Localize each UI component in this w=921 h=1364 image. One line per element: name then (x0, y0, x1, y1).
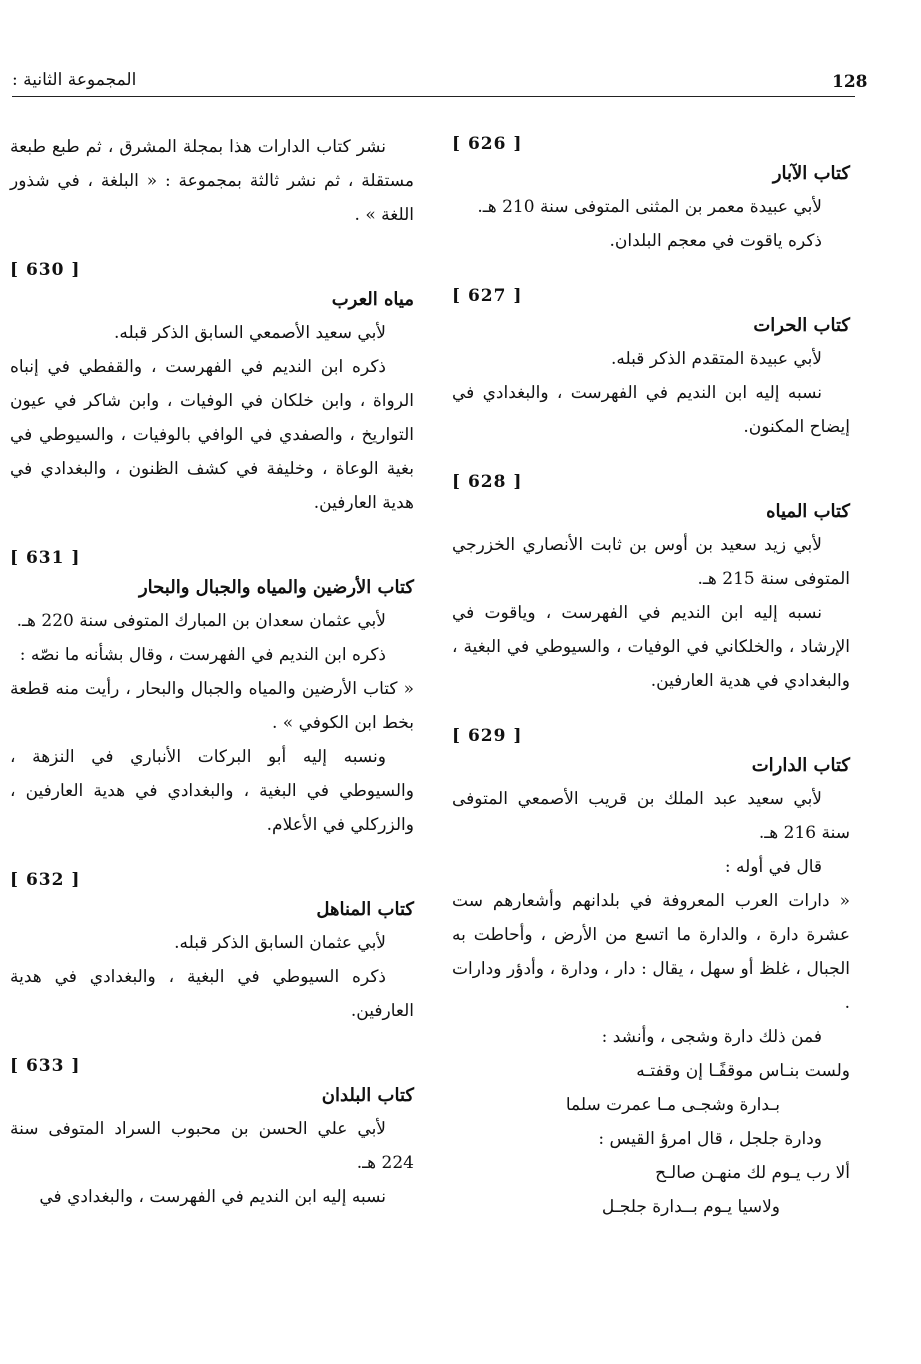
left-column (10, 130, 414, 1214)
entry-629 (452, 722, 850, 1224)
entry-paragraph: لأبي علي الحسن بن محبوب السراد المتوفى سنة 224 هـ. (10, 1119, 414, 1173)
entry-number: [ 632 ] (10, 870, 81, 890)
entry-paragraph: نسبه إليه ابن النديم في الفهرست ، والبغدادي في إيضاح المكنون. (452, 383, 850, 437)
verse-line: ولاسيا يـوم بــدارة جلجـل (601, 1197, 780, 1217)
entry-title: كتاب الدارات (751, 755, 850, 776)
entry-paragraph: لأبي عثمان السابق الذكر قبله. (174, 933, 386, 953)
entry-paragraph: لأبي زيد سعيد بن أوس بن ثابت الأنصاري الخزرجي المتوفى سنة 215 هـ. (452, 535, 850, 589)
entry-title: كتاب الأرضين والمياه والجبال والبحار (138, 577, 414, 598)
right-column (452, 130, 850, 1224)
page-number: 128 (832, 72, 868, 92)
verse-line: ألا رب يـوم لك منهـن صالـح (655, 1163, 850, 1183)
page-header (12, 62, 868, 97)
entry-paragraph: ودارة جلجل ، قال امرؤ القيس : (598, 1129, 822, 1149)
continuation-paragraph: نشر كتاب الدارات هذا بمجلة المشرق ، ثم طبع طبعة مستقلة ، ثم نشر ثالثة بمجموعة : « البلغة ، في شذور اللغة » . (10, 137, 414, 225)
entry-paragraph: نسبه إليه ابن النديم في الفهرست ، والبغدادي في (39, 1187, 386, 1207)
entry-number: [ 631 ] (10, 548, 81, 568)
quote-paragraph: « دارات العرب المعروفة في بلدانهم وأشعارهم ست عشرة دارة ، والدارة ما اتسع من الأرض ، وأحاطت به الجبال ، غلظ أو سهل ، يقال : دار ، ودارة ، وأدؤر ودارات . (452, 891, 850, 1013)
entry-paragraph: لأبي سعيد الأصمعي السابق الذكر قبله. (113, 323, 386, 343)
entry-title: كتاب المياه (766, 501, 850, 522)
entry-paragraph: لأبي عبيدة معمر بن المثنى المتوفى سنة 210 هـ. (477, 197, 822, 217)
entry-626 (452, 130, 850, 258)
entry-paragraph: ذكره ابن النديم في الفهرست ، والقفطي في إنباه الرواة ، وابن خلكان في الوفيات ، وابن شاكر في عيون التواريخ ، والصفدي في الوافي بالوفيات ، والسيوطي في بغية الوعاة ، وخليفة في كشف الظنون ، والبغدادي في هدية العارفين. (10, 357, 414, 513)
entry-630 (10, 256, 414, 520)
entry-paragraph: نسبه إليه ابن النديم في الفهرست ، وياقوت في الإرشاد ، والخلكاني في الوفيات ، والسيوطي في البغية ، والبغدادي في هدية العارفين. (452, 603, 850, 691)
entry-627 (452, 282, 850, 444)
entry-paragraph: ونسبه إليه أبو البركات الأنباري في النزهة ، والسيوطي في البغية ، والبغدادي في هدية العارفين ، والزركلي في الأعلام. (10, 747, 414, 835)
entry-title: كتاب الحرات (753, 315, 850, 336)
entry-number: [ 627 ] (452, 286, 523, 306)
entry-title: كتاب المناهل (316, 899, 414, 920)
entry-number: [ 630 ] (10, 260, 81, 280)
entry-paragraph: قال في أوله : (724, 857, 822, 877)
entry-paragraph: ذكره ياقوت في معجم البلدان. (609, 231, 822, 251)
verse-line: بـدارة وشجـى مـا عمرت سلما (565, 1095, 780, 1115)
entry-paragraph: ذكره السيوطي في البغية ، والبغدادي في هدية العارفين. (10, 967, 414, 1021)
entry-number: [ 626 ] (452, 134, 523, 154)
entry-paragraph: لأبي عثمان سعدان بن المبارك المتوفى سنة 220 هـ. (16, 611, 386, 631)
entry-633 (10, 1052, 414, 1214)
quote-paragraph: « كتاب الأرضين والمياه والجبال والبحار ، رأيت منه قطعة بخط ابن الكوفي » . (10, 679, 414, 733)
verse-line: ولست بنـاس موقفًـا إن وقفتـه (636, 1061, 850, 1081)
entry-title: كتاب البلدان (321, 1085, 414, 1106)
entry-631 (10, 544, 414, 842)
entry-title: مياه العرب (331, 289, 414, 310)
entry-paragraph: فمن ذلك دارة وشجى ، وأنشد : (601, 1027, 822, 1047)
entry-paragraph: ذكره ابن النديم في الفهرست ، وقال بشأنه ما نصّه : (19, 645, 386, 665)
entry-title: كتاب الآبار (772, 163, 850, 184)
entry-number: [ 628 ] (452, 472, 523, 492)
entry-paragraph: لأبي عبيدة المتقدم الذكر قبله. (610, 349, 822, 369)
entry-paragraph: لأبي سعيد عبد الملك بن قريب الأصمعي المتوفى سنة 216 هـ. (452, 789, 850, 843)
entry-628 (452, 468, 850, 698)
entry-number: [ 633 ] (10, 1056, 81, 1076)
entry-632 (10, 866, 414, 1028)
running-head: المجموعة الثانية : (12, 70, 137, 90)
entry-number: [ 629 ] (452, 726, 523, 746)
